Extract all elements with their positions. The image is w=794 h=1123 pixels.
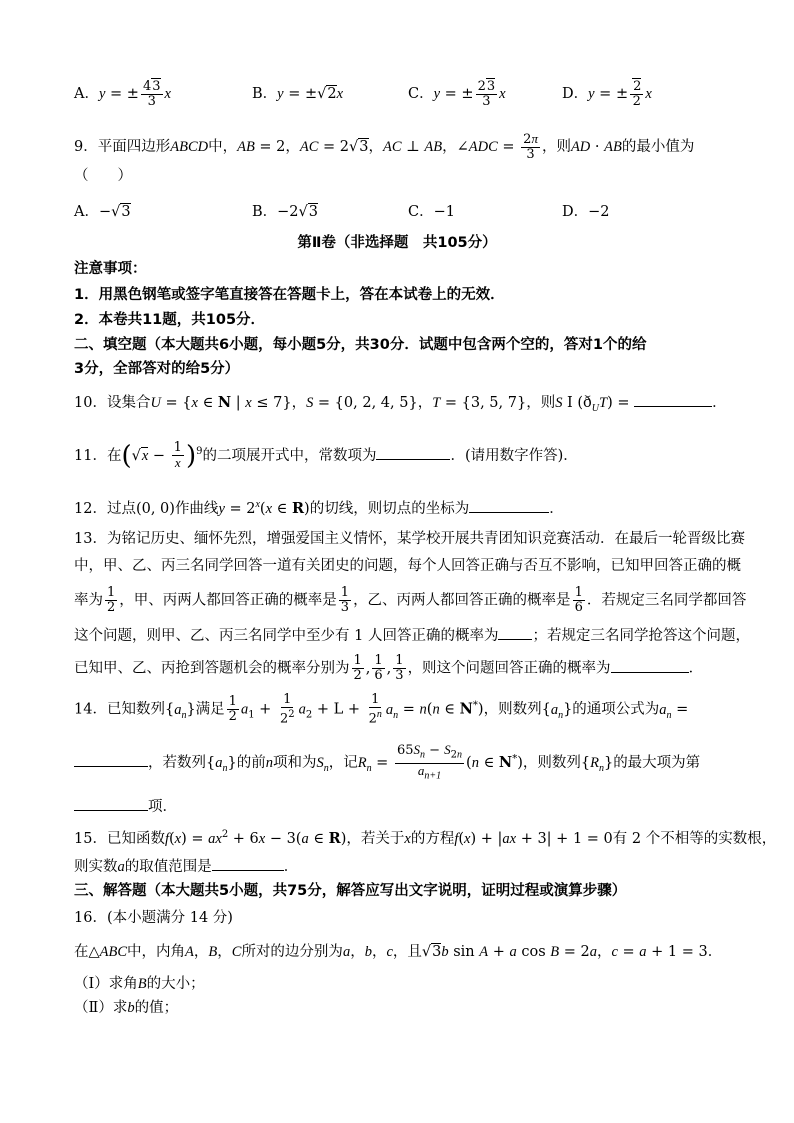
- solve-section-title: 三、解答题（本大题共5小题，共75分，解答应写出文字说明，证明过程或演算步骤）: [74, 883, 627, 899]
- q13-line1: 13．为铭记历史、缅怀先烈，增强爱国主义情怀，某学校开展共青团知识竞赛活动．在最后一轮晋级比赛: [74, 531, 745, 547]
- q16-stem: 在△ABC中，内角A，B，C所对的边分别为a，b，c，且√3b sin A + a cos B = 2a，c = a + 1 = 3．: [74, 944, 723, 960]
- q13-line4: 这个问题，则甲、乙、丙三名同学中至少有 1 人回答正确的概率为 ；若规定三名同学抢答这个问题，: [74, 623, 734, 647]
- q9-option-d: D．−2: [562, 204, 610, 220]
- q8-options: [74, 79, 734, 109]
- q12-answer-blank[interactable]: [469, 496, 549, 513]
- q12: 12．过点(0, 0)作曲线$y = 2^x(x$ ∈ R)的切线，则切点的坐标为 ．: [74, 494, 734, 520]
- q9-option-a: A．−√3: [74, 204, 131, 220]
- q13-answer-blank-2[interactable]: [611, 656, 689, 673]
- notice-item-2: 2．本卷共11题，共105分．: [74, 312, 266, 328]
- q9-options: [74, 197, 734, 227]
- fill-section-line1: 二、填空题（本大题共6小题，每小题5分，共30分．试题中包含两个空的，答对1个的给: [74, 337, 647, 353]
- q15-answer-blank[interactable]: [212, 854, 284, 871]
- q16-sub-2: （Ⅱ）求b的值；: [74, 1000, 179, 1016]
- q14-answer-blank-2[interactable]: [74, 794, 148, 811]
- q8-option-b: B．y = ±√2x: [252, 86, 344, 102]
- q11: 11．在(√x − $\frac{1}{x}$ )$^9$的二项展开式中，常数项为 ．(请用数字作答)．: [74, 440, 578, 471]
- fill-section-line2: 3分，全部答对的给5分）: [74, 361, 240, 377]
- q10: 10．设集合U = {x ∈ N | x ≤ 7}，S = {0, 2, 4, 5}，T = {3, 5, 7}，则S I $(ð_UT)$ = ．: [74, 390, 734, 420]
- q13-line2: 中，甲、乙、丙三名同学回答一道有关团史的问题，每个人回答正确与否互不影响，已知甲回答正确的概: [74, 558, 741, 574]
- q13-answer-blank-1[interactable]: [498, 623, 532, 640]
- q14-line1: 14．已知数列$\{a_n\}$满足 $\frac{1}{2}$ $a_1$ + $\frac{1}{2^2}$ $a_2 + L$ + $\frac{1}{2^n}$ $a_n = n(n$ ∈ N*)，则数列$\{a_n\}$的通项公式为$a_n$ =: [74, 692, 689, 727]
- q9-option-c: C．−1: [408, 204, 455, 220]
- q15-line2: 则实数a的取值范围是 ．: [74, 854, 734, 878]
- q16-sub-1: （Ⅰ）求角B的大小；: [74, 976, 205, 992]
- q8-option-a: A．y = ± $\frac{43}{3}$ x: [74, 78, 171, 109]
- q9-option-b: B．−2√3: [252, 204, 319, 220]
- q8-option-d: D．y = ± $\frac{2}{2}$ x: [562, 78, 652, 109]
- q14-line2: ，若数列$\{a_n\}$的前n项和为$S_n$，记$R_n$ = $\frac{65S_n - S_{2n}}{a_{n+1}}$ (n ∈ N*)，则数列$\{R_n\}$的最大项为第: [74, 743, 734, 783]
- q9-stem: 9．平面四边形ABCD中，AB = 2，AC = 2√3，AC ⊥ AB，∠ADC = $\frac{2\pi}{3}$ ，则AD · AB的最小值为: [74, 131, 695, 162]
- notice-heading: 注意事项：: [74, 261, 147, 277]
- q13-line5: 已知甲、乙、丙抢到答题机会的概率分别为 $\frac{1}{2}$ , $\frac{1}{6}$ , $\frac{1}{3}$ ，则这个问题回答正确的概率为 ．: [74, 653, 704, 683]
- notice-item-1: 1．用黑色钢笔或签字笔直接答在答题卡上，答在本试卷上的无效．: [74, 287, 505, 303]
- q14-answer-blank-1[interactable]: [74, 750, 148, 767]
- section2-title: 第Ⅱ卷（非选择题 共105分）: [297, 235, 497, 251]
- q8-option-c: C．y = ± $\frac{23}{3}$ x: [408, 78, 506, 109]
- q15-line1: 15．已知函数$f(x) = ax^2 + 6x - 3(a$ ∈ R)，若关于x的方程f(x) + |ax + 3| + 1 = 0有 2 个不相等的实数根，: [74, 829, 777, 847]
- q16-header: 16．(本小题满分 14 分): [74, 910, 233, 926]
- q10-answer-blank[interactable]: [634, 390, 712, 407]
- q9-paren: （ ）: [74, 168, 132, 184]
- q14-line3: 项．: [74, 794, 734, 818]
- q13-line3: 率为 $\frac{1}{2}$ ，甲、丙两人都回答正确的概率是 $\frac{1}{3}$ ，乙、丙两人都回答正确的概率是 $\frac{1}{6}$ ．若规定三名同学都回答: [74, 585, 747, 615]
- q11-answer-blank[interactable]: [376, 443, 450, 460]
